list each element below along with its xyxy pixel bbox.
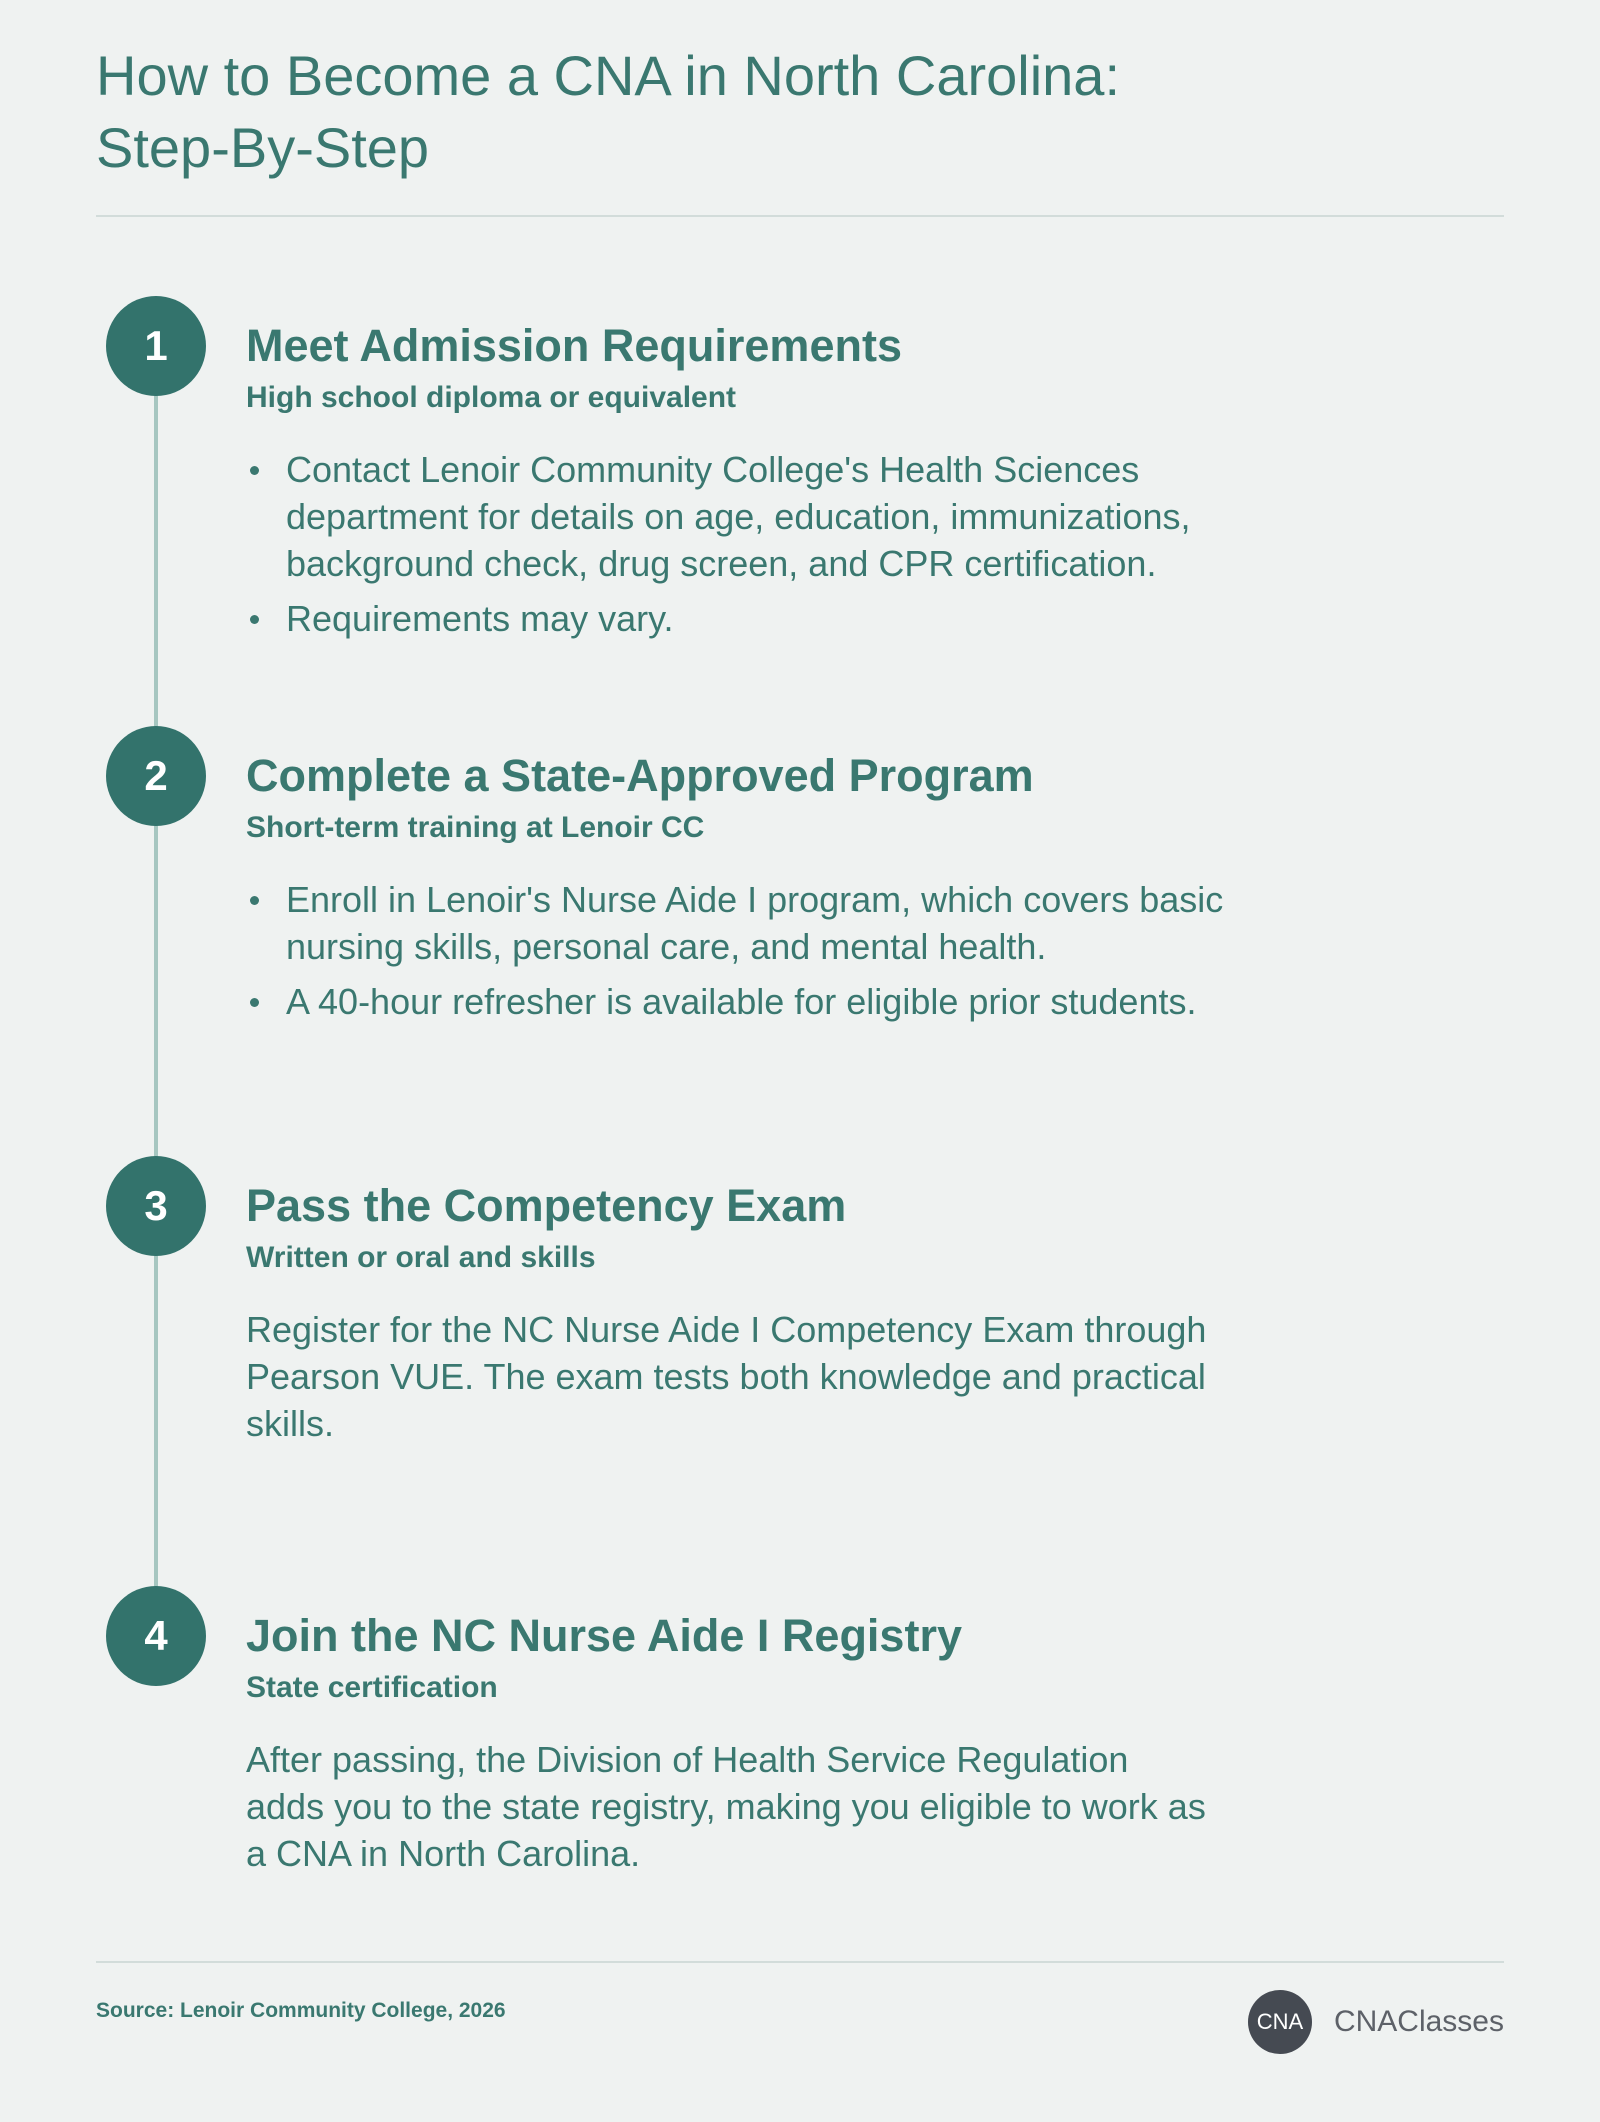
- bullet-dot-icon: [250, 615, 259, 624]
- step-1-bullet-list: [246, 446, 1286, 642]
- step-1-subheading: High school diploma or equivalent: [246, 381, 737, 414]
- step-3: [246, 1178, 1286, 1447]
- step-1-heading: Meet Admission Requirements: [246, 320, 902, 371]
- step-3-subheading: Written or oral and skills: [246, 1241, 596, 1274]
- step-3-description: Register for the NC Nurse Aide I Competency Exam through Pearson VUE. The exam tests both knowledge and practical skills.: [246, 1309, 1207, 1444]
- brand-name: CNAClasses: [1333, 2005, 1504, 2038]
- step-2-bullet-text: A 40-hour refresher is available for eligible prior students.: [286, 981, 1197, 1022]
- header-divider: [96, 215, 1504, 217]
- timeline-line: [154, 390, 158, 1650]
- page-title: [96, 40, 1396, 184]
- brand-badge-icon: CNA: [1248, 1990, 1312, 2054]
- bullet-dot-icon: [250, 466, 259, 475]
- step-1-bullet-item: [246, 446, 1286, 587]
- page-title-line-1: How to Become a CNA in North Carolina:: [96, 44, 1120, 107]
- bullet-dot-icon: [250, 998, 259, 1007]
- step-2-bullet-item: [246, 978, 1286, 1025]
- step-2-number-badge: 2: [106, 726, 206, 826]
- footer-divider: [96, 1961, 1504, 1963]
- bullet-dot-icon: [250, 896, 259, 905]
- step-2-bullet-list: [246, 876, 1286, 1025]
- step-2-subheading: Short-term training at Lenoir CC: [246, 811, 705, 844]
- step-4-number-badge: 4: [106, 1586, 206, 1686]
- step-1: [246, 318, 1286, 650]
- step-2-heading: Complete a State-Approved Program: [246, 750, 1034, 801]
- step-2-bullet-item: [246, 876, 1286, 970]
- step-4-subheading: State certification: [246, 1671, 498, 1704]
- step-1-bullet-item: [246, 595, 1286, 642]
- source-citation: Source: Lenoir Community College, 2026: [96, 1999, 506, 2022]
- step-1-bullet-text: Contact Lenoir Community College's Health Sciences department for details on age, education, immunizations, background check, drug screen, and CPR certification.: [286, 449, 1191, 584]
- step-1-number-badge: 1: [106, 296, 206, 396]
- step-4-description: After passing, the Division of Health Service Regulation adds you to the state registry, making you eligible to work as a CNA in North Carolina.: [246, 1739, 1206, 1874]
- page-title-line-2: Step-By-Step: [96, 116, 430, 179]
- step-3-number-badge: 3: [106, 1156, 206, 1256]
- step-2: [246, 748, 1286, 1033]
- step-2-bullet-text: Enroll in Lenoir's Nurse Aide I program, which covers basic nursing skills, personal care, and mental health.: [286, 879, 1224, 967]
- step-1-bullet-text: Requirements may vary.: [286, 598, 674, 639]
- brand-logo: [1248, 1990, 1504, 2054]
- step-4: [246, 1608, 1206, 1877]
- step-3-heading: Pass the Competency Exam: [246, 1180, 847, 1231]
- step-4-heading: Join the NC Nurse Aide I Registry: [246, 1610, 962, 1661]
